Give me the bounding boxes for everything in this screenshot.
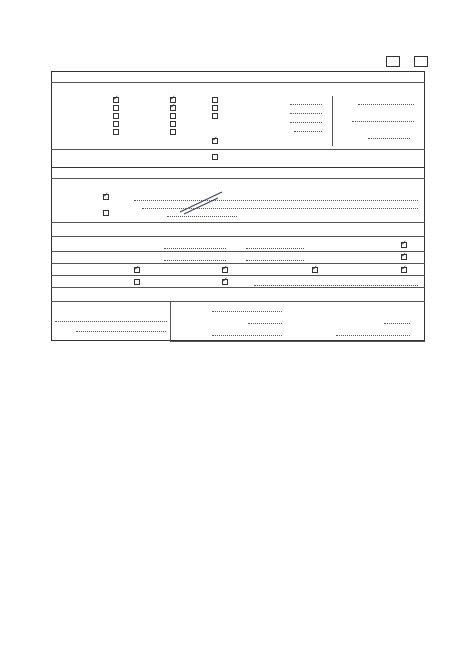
tick-icon: ✓ (401, 252, 407, 259)
ac-3phase3-checkbox[interactable] (170, 121, 176, 127)
strike-through-mark (178, 188, 224, 216)
dc-checkbox[interactable] (212, 97, 218, 103)
tick-icon: ✓ (113, 95, 119, 102)
other-sources-checkbox[interactable] (212, 154, 218, 160)
dc-2wire-checkbox[interactable] (212, 105, 218, 111)
dc-3wire-checkbox[interactable] (212, 113, 218, 119)
tick-icon: ✓ (170, 103, 176, 110)
tick-icon: ✓ (401, 240, 407, 247)
installation-electrode-checkbox[interactable] (103, 210, 109, 216)
tick-icon: ✓ (134, 265, 140, 272)
section-i-box (51, 71, 425, 179)
tick-icon: ✓ (103, 192, 109, 199)
tick-icon: ✓ (401, 265, 407, 272)
sheet-number-field[interactable] (386, 56, 400, 67)
sheet-total-field[interactable] (414, 56, 428, 67)
tick-icon: ✓ (170, 95, 176, 102)
earthing-tns-checkbox[interactable] (113, 105, 119, 111)
earthing-it-checkbox[interactable] (113, 129, 119, 135)
tick-icon: ✓ (222, 277, 228, 284)
earthing-tncs-checkbox[interactable] (113, 113, 119, 119)
earthing-tt-checkbox[interactable] (113, 121, 119, 127)
ac-2phase-checkbox[interactable] (170, 113, 176, 119)
tick-icon: ✓ (222, 265, 228, 272)
tick-icon: ✓ (312, 265, 318, 272)
tick-icon: ✓ (212, 136, 218, 143)
to-lightning-checkbox[interactable] (134, 279, 140, 285)
ac-3phase4-checkbox[interactable] (170, 129, 176, 135)
